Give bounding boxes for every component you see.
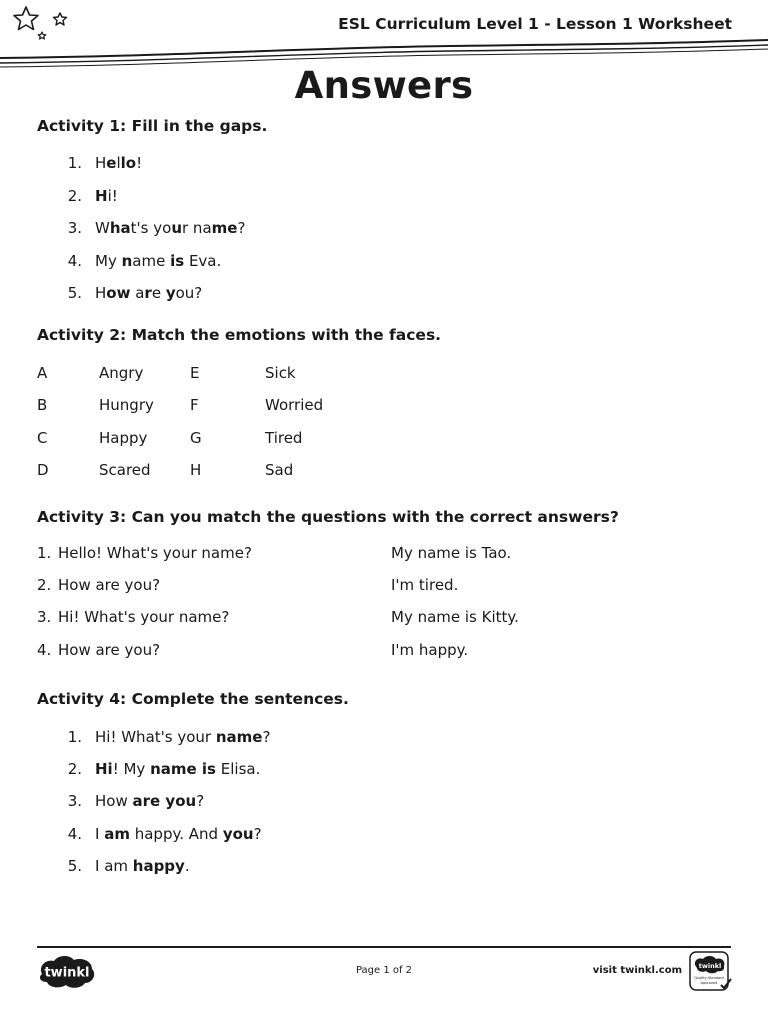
prompt-text: I [95, 824, 105, 843]
activity1-item-text [95, 154, 142, 172]
activity1-item-text [95, 252, 221, 270]
prompt-text: t's yo [130, 219, 172, 237]
face-letter: C [37, 428, 48, 447]
activity4-heading: Activity 4: Complete the sentences. [37, 690, 349, 708]
svg-text:Approved: Approved [700, 981, 718, 985]
activity4-item-text [95, 728, 270, 746]
prompt-text: How [95, 792, 133, 811]
activity1-item-number: 4. [67, 251, 82, 270]
activity4-item-number: 2. [67, 760, 82, 779]
face-letter: E [190, 364, 200, 382]
face-letter: B [37, 396, 48, 415]
prompt-text: H [95, 284, 107, 302]
activity4-item-number: 5. [67, 856, 82, 875]
activity4-item-text [95, 857, 190, 875]
emotion-word: Tired [265, 428, 303, 447]
activity4-item-number: 1. [67, 728, 82, 746]
activity1-item-number: 2. [67, 186, 82, 205]
emotion-word: Sad [265, 460, 294, 479]
prompt-text: W [95, 219, 110, 237]
answer-text: n [121, 251, 133, 270]
answer-text: e [106, 154, 117, 172]
activity4-item-number: 4. [67, 824, 82, 843]
prompt-text: I am [95, 856, 133, 875]
answer-text: My name is Kitty. [391, 608, 519, 627]
prompt-text: ou? [175, 284, 203, 302]
svg-text:twinkl: twinkl [698, 962, 722, 970]
twinkl-logo [36, 952, 98, 992]
prompt-text: ? [262, 728, 271, 746]
activity1-item-text [95, 219, 245, 237]
answer-text: am [104, 824, 130, 843]
visit-twinkl-link[interactable]: visit twinkl.com [592, 965, 682, 976]
answer-text: me [211, 219, 238, 237]
prompt-text: l [116, 154, 121, 172]
prompt-text: i! [107, 186, 118, 205]
question-number: 1. [37, 544, 52, 562]
prompt-text: r na [182, 219, 212, 237]
answer-text: u [171, 219, 182, 237]
activity1-heading: Activity 1: Fill in the gaps. [37, 117, 268, 135]
answer-text: happy [132, 856, 185, 875]
page-title: Answers [294, 64, 474, 107]
activity4-item-number: 3. [67, 792, 82, 811]
activity1-item-number: 5. [67, 284, 82, 302]
page-number: Page 1 of 2 [355, 965, 413, 976]
activity1-item-text [95, 187, 118, 205]
activity4-item-text [95, 792, 204, 810]
answer-text: ow [106, 284, 131, 302]
face-letter: F [190, 396, 199, 415]
prompt-text: ? [196, 792, 205, 811]
worksheet-header-title: ESL Curriculum Level 1 - Lesson 1 Worksheet [338, 15, 732, 33]
answer-text: I'm tired. [391, 576, 459, 595]
emotion-word: Scared [99, 460, 151, 479]
answer-text: you [222, 824, 254, 843]
prompt-text: ! My [112, 760, 151, 779]
answer-text: are you [132, 792, 197, 811]
question-text: How are you? [58, 640, 161, 659]
question-number: 3. [37, 608, 52, 627]
prompt-text: . [184, 856, 190, 875]
prompt-text: ame [132, 251, 171, 270]
answer-text: o [125, 154, 137, 172]
activity1-item-text [95, 284, 202, 302]
question-number: 2. [37, 576, 52, 595]
question-text: How are you? [58, 576, 161, 595]
prompt-text: My [95, 251, 122, 270]
prompt-text: a [130, 284, 145, 302]
answer-text: name [215, 728, 263, 746]
emotion-word: Worried [265, 396, 324, 415]
activity4-item-text [95, 825, 262, 843]
question-text: Hi! What's your name? [58, 608, 230, 627]
prompt-text: ? [253, 824, 262, 843]
answer-text: Hi [95, 760, 113, 779]
emotion-word: Hungry [99, 396, 154, 415]
activity1-item-number: 3. [67, 219, 82, 237]
activity2-heading: Activity 2: Match the emotions with the faces. [37, 326, 442, 344]
question-number: 4. [37, 640, 52, 659]
emotion-word: Happy [99, 428, 148, 447]
quality-standard-badge-icon [689, 951, 733, 993]
answer-text: l [120, 154, 126, 172]
activity3-heading: Activity 3: Can you match the questions with the correct answers? [37, 508, 619, 526]
question-text: Hello! What's your name? [58, 544, 252, 562]
footer-divider [37, 946, 731, 948]
face-letter: D [37, 460, 49, 479]
svg-text:Quality Standard: Quality Standard [694, 976, 724, 980]
activity1-item-number: 1. [67, 154, 82, 172]
answer-text: ha [109, 219, 131, 237]
emotion-word: Sick [265, 364, 296, 382]
answer-text: r [144, 284, 152, 302]
answer-text: My name is Tao. [391, 544, 512, 562]
face-letter: H [190, 460, 202, 479]
answer-text: name is [150, 760, 216, 779]
answer-text: I'm happy. [391, 640, 469, 659]
answer-text: H [95, 186, 108, 205]
prompt-text: e [151, 284, 166, 302]
answer-text: y [165, 284, 176, 302]
activity4-item-text [95, 760, 260, 778]
prompt-text: Eva. [184, 251, 222, 270]
svg-text:twinkl: twinkl [44, 965, 90, 981]
face-letter: A [37, 364, 48, 382]
prompt-text: Elisa. [215, 760, 261, 779]
prompt-text: Hi! What's your [95, 728, 216, 746]
prompt-text: ? [237, 219, 246, 237]
answer-text: is [170, 251, 185, 270]
emotion-word: Angry [99, 364, 144, 382]
prompt-text: ! [136, 154, 143, 172]
face-letter: G [190, 428, 202, 447]
prompt-text: H [95, 154, 107, 172]
prompt-text: happy. And [129, 824, 223, 843]
